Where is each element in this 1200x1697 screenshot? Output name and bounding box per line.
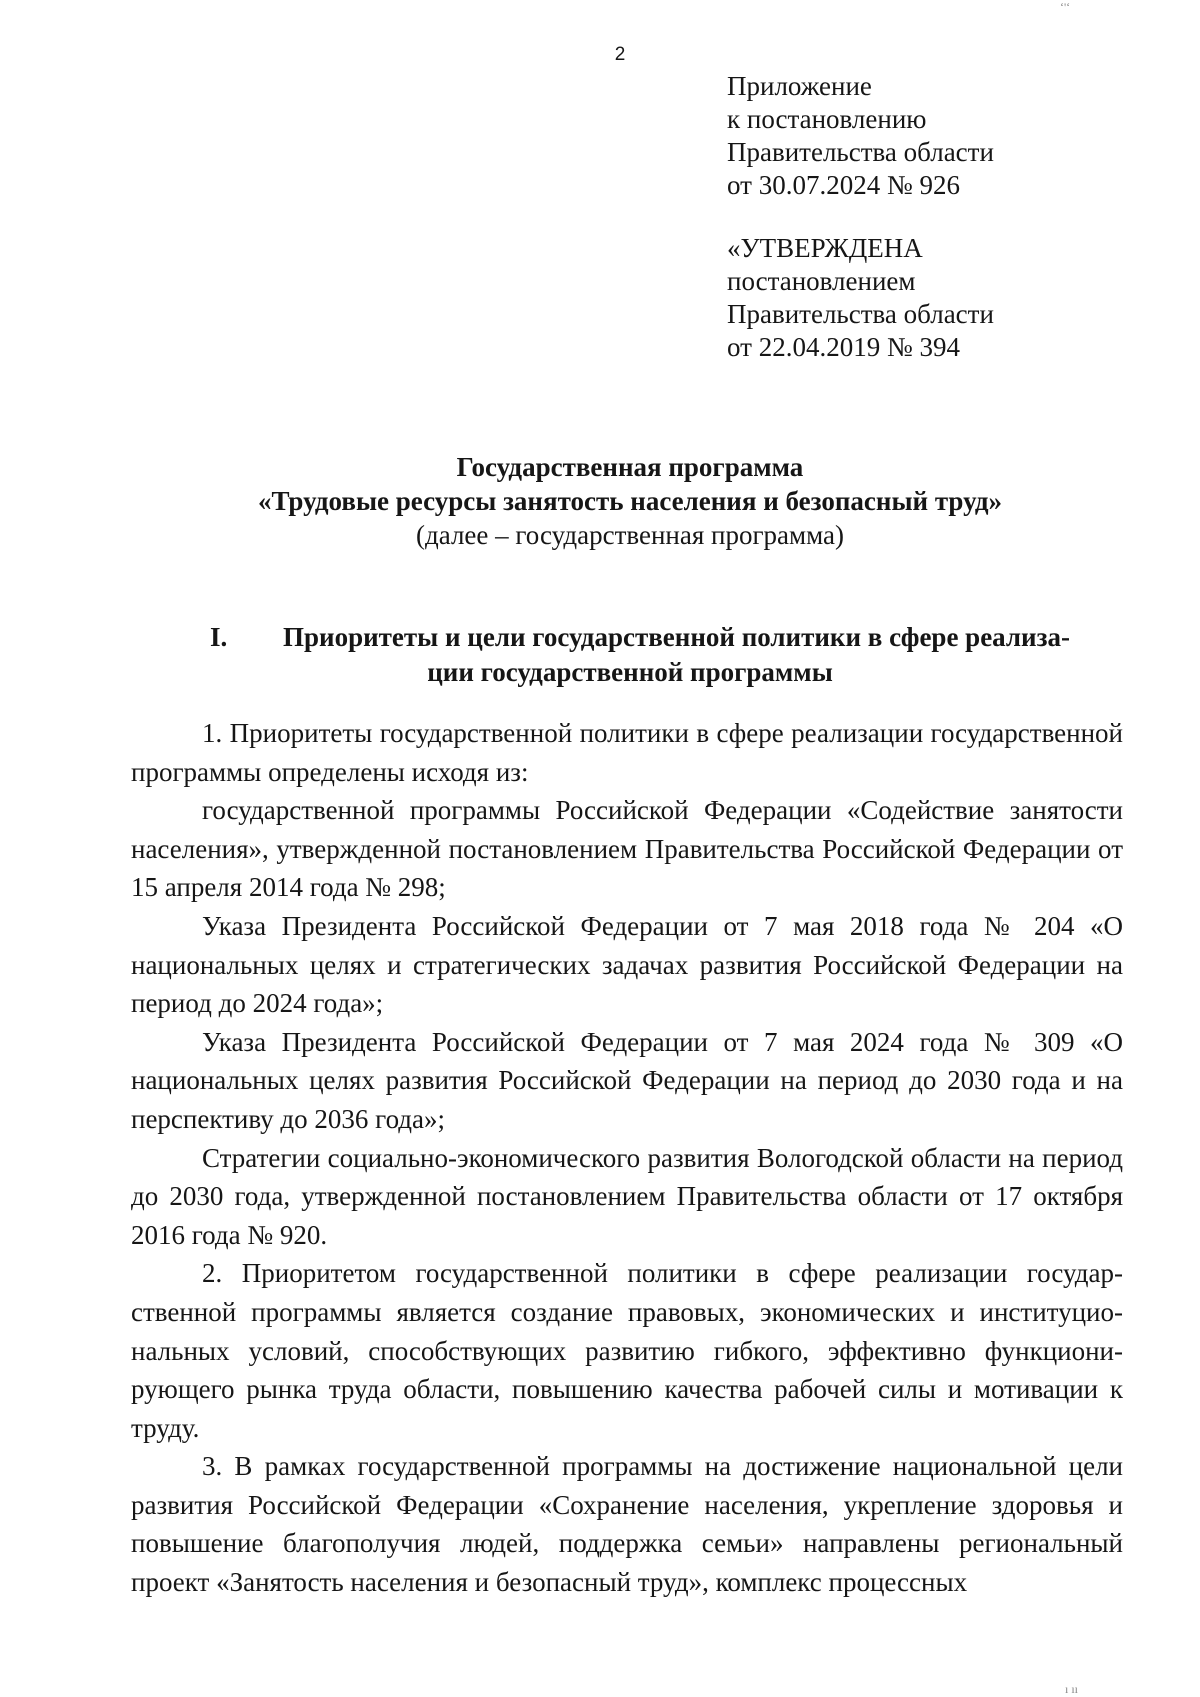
scan-mark: ı ıı	[1065, 1682, 1079, 1696]
paragraph: Указа Президента Российской Федерации от 7 мая 2018 года № 204 «О национальных целях и стратегических задачах развития Российской Федерации на период до 2024 года»;	[131, 910, 1123, 1019]
body-text	[131, 714, 1123, 1602]
paragraph: Указа Президента Российской Федерации от 7 мая 2024 года № 309 «О национальных целях развития Российской Федерации на период до 2030 года и на перспективу до 2036 года»;	[131, 1026, 1123, 1134]
paragraph: государственной программы Российской Федерации «Содействие занятости населения», утвержденной постановлением Правительства Российской Федерации от 15 апреля 2014 года № 298;	[131, 795, 1123, 903]
approved-line: постановлением	[727, 266, 916, 296]
paragraph: 1. Приоритеты государственной политики в сфере реализации государственной программы определены исходя из:	[131, 718, 1123, 787]
paragraph: 2. Приоритетом государственной политики в сфере реализации государственной программы является создание правовых, экономических и институциональных условий, способствующих развитию гибкого, эффективно функционирующего рынка труда области, повышению качества рабочей силы и мотивации к труду.	[131, 1258, 1123, 1443]
paragraph: Стратегии социально-экономического развития Вологодской области на период до 2030 года, утвержденной постановлением Правительства области от 17 октября 2016 года № 920.	[131, 1142, 1123, 1250]
section-title-line-1: Приоритеты и цели государственной политики в сфере реализа-	[283, 622, 1070, 652]
approved-block	[727, 232, 1127, 364]
approved-line: Правительства области	[727, 299, 994, 329]
page-number: 2	[614, 44, 626, 65]
annex-line: от 30.07.2024 № 926	[727, 170, 960, 200]
scan-mark: ʻ'ʻ	[1060, 0, 1071, 14]
approved-line: «УТВЕРЖДЕНА	[727, 233, 923, 263]
annex-line: Правительства области	[727, 137, 994, 167]
title-line-1: Государственная программа	[456, 452, 804, 482]
paragraph: 3. В рамках государственной программы на достижение национальной цели развития Российской Федерации «Сохранение населения, укрепление здоровья и повышение благополучия людей, поддержка семьи» направлены региональный проект «Занятость населения и безопасный труд», комплекс процессных	[131, 1451, 1123, 1598]
title-line-3: (далее – государственная программа)	[416, 520, 844, 550]
approved-line: от 22.04.2019 № 394	[727, 332, 960, 362]
program-title	[130, 450, 1130, 552]
annex-block	[727, 70, 1127, 202]
annex-line: к постановлению	[727, 104, 927, 134]
title-line-2: «Трудовые ресурсы занятость населения и безопасный труд»	[257, 486, 1003, 516]
section-number: I.	[210, 622, 228, 652]
section-title-line-2: ции государственной программы	[427, 657, 833, 687]
annex-line: Приложение	[727, 71, 872, 101]
